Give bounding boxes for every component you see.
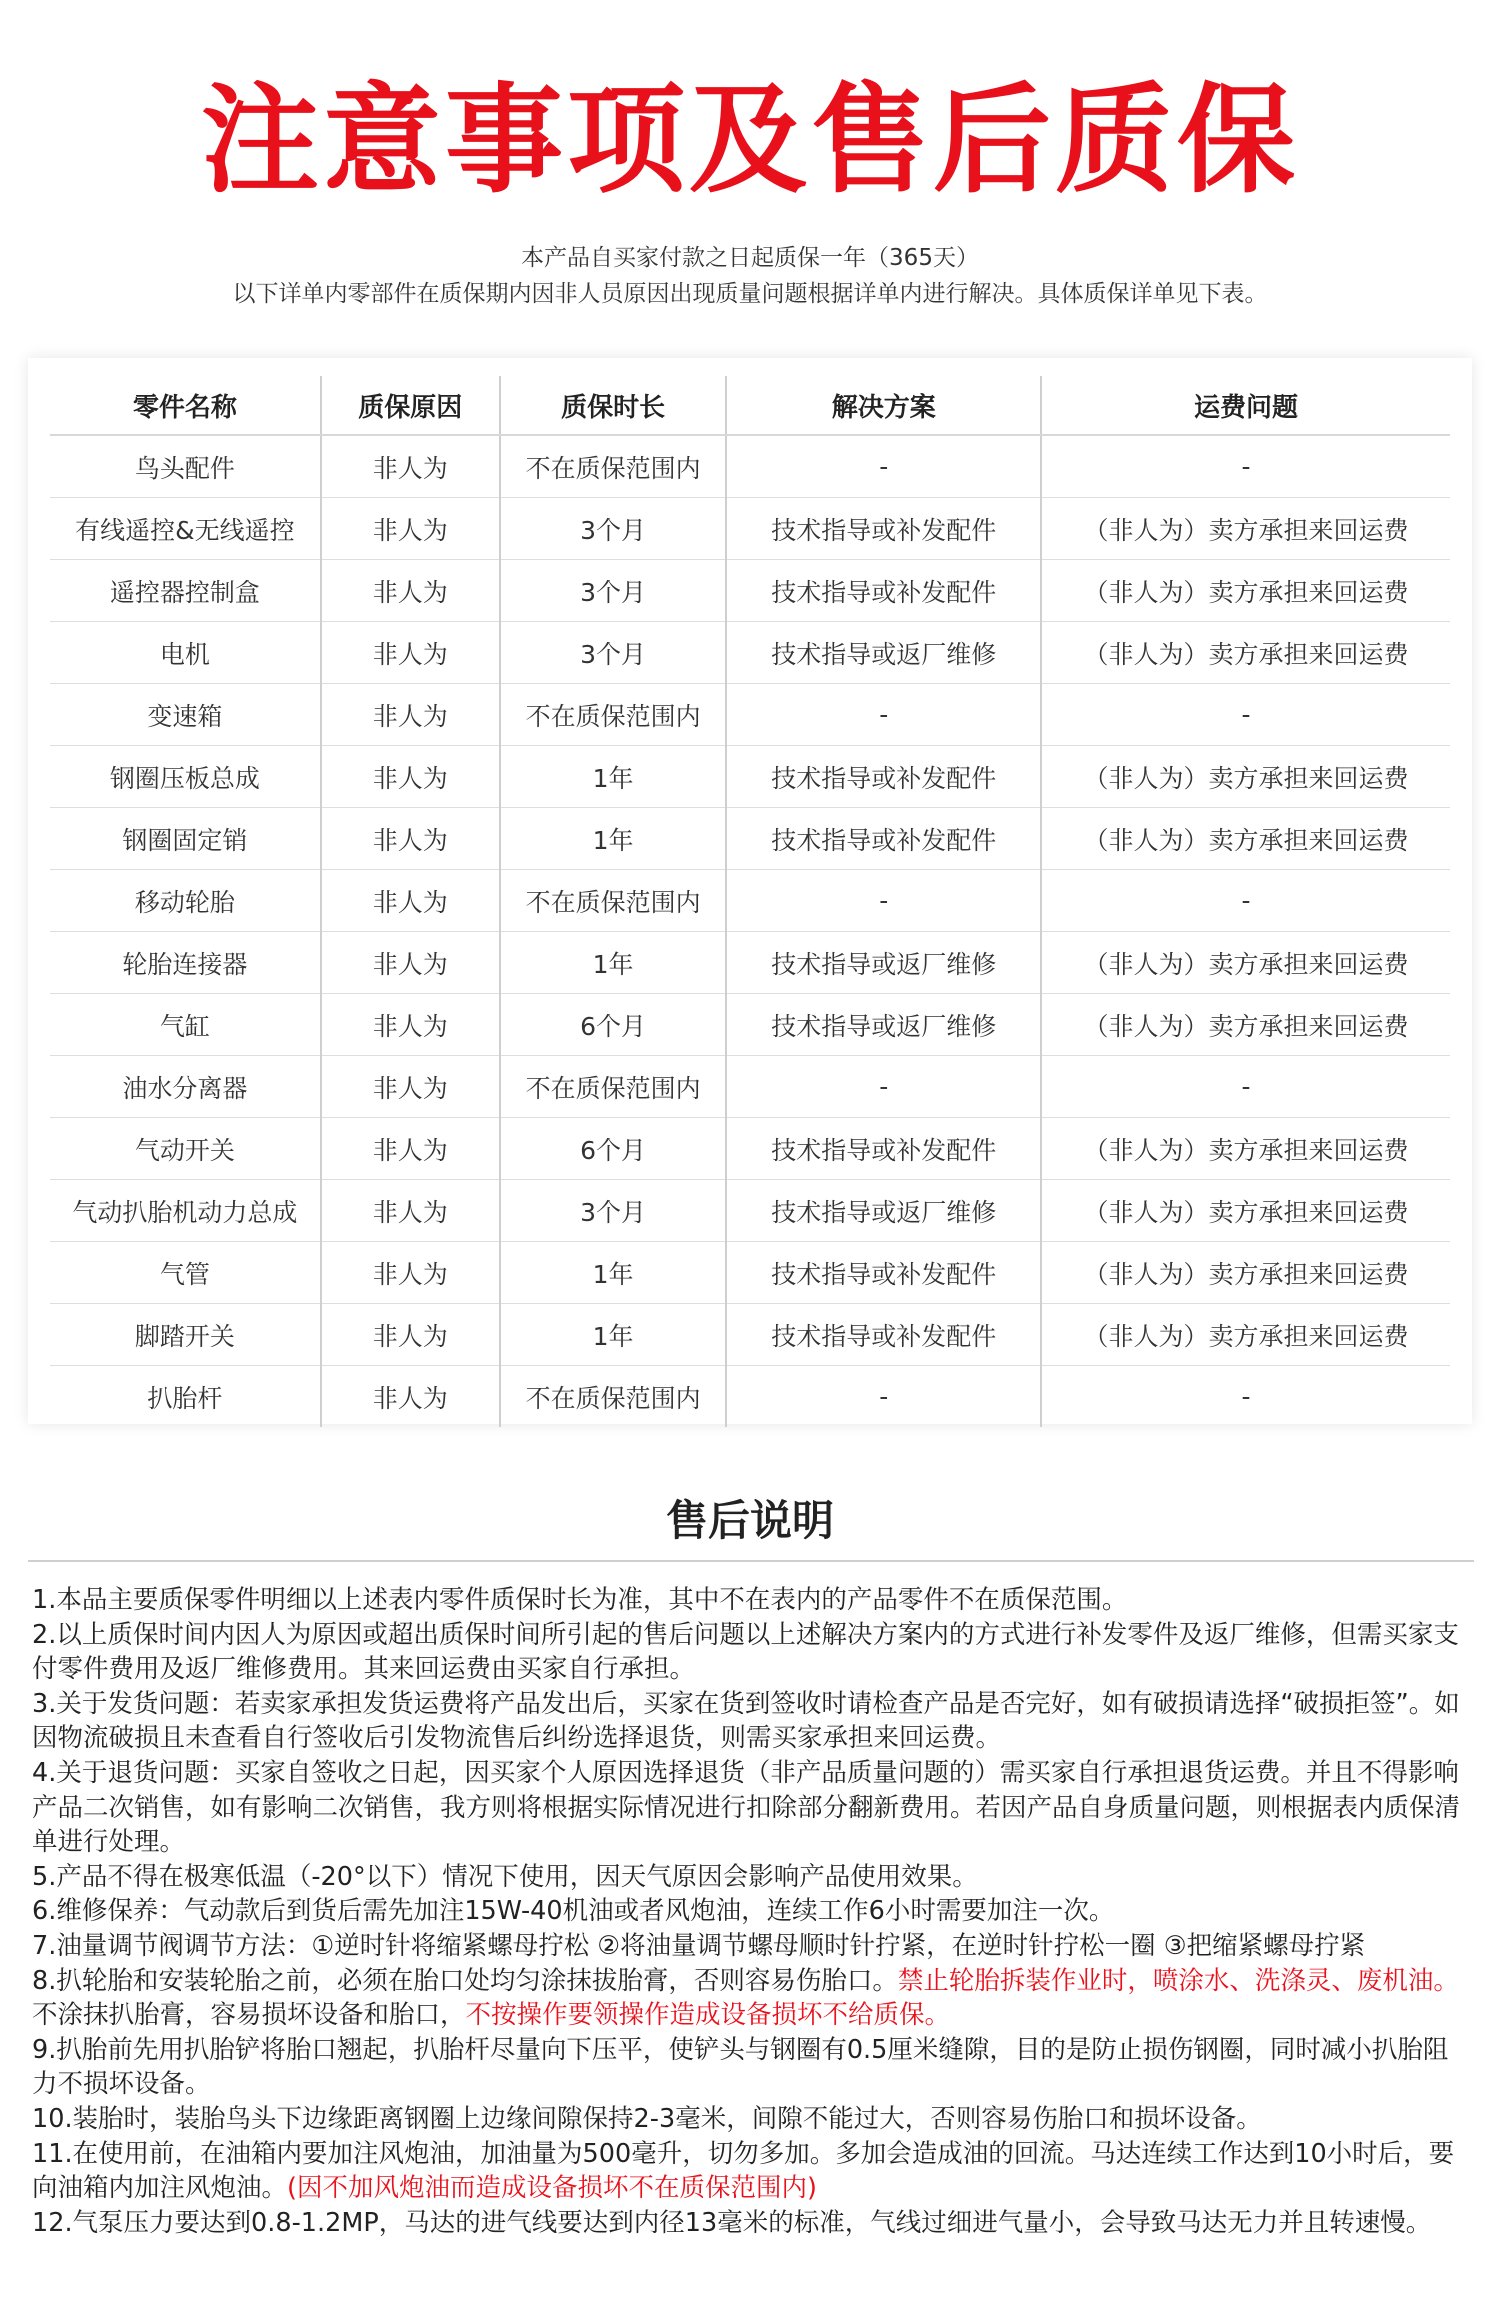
note-text: 4.关于退货问题：买家自签收之日起，因买家个人原因选择退货（非产品质量问题的）需买家自行承担退货运费。并且不得影响产品二次销售，如有影响二次销售，我方则将根据实际情况进行扣除部分翻新费用。若因产品自身质量问题，则根据表内质保清单进行处理。 — [32, 1757, 1461, 1858]
cell-warranty-reason: 非人为 — [321, 932, 500, 994]
cell-part-name: 脚踏开关 — [50, 1304, 321, 1366]
cell-warranty-reason: 非人为 — [321, 1118, 500, 1180]
cell-solution: 技术指导或补发配件 — [726, 808, 1041, 870]
cell-warranty-period: 1年 — [500, 1242, 727, 1304]
cell-shipping: - — [1041, 870, 1450, 932]
cell-part-name: 轮胎连接器 — [50, 932, 321, 994]
cell-warranty-period: 不在质保范围内 — [500, 435, 727, 498]
cell-shipping: （非人为）卖方承担来回运费 — [1041, 1304, 1450, 1366]
cell-warranty-period: 3个月 — [500, 622, 727, 684]
cell-warranty-period: 6个月 — [500, 1118, 727, 1180]
table-row — [50, 435, 1450, 498]
note-item — [32, 1756, 1472, 1860]
table-row — [50, 622, 1450, 684]
note-text: 1.本品主要质保零件明细以上述表内零件质保时长为准，其中不在表内的产品零件不在质保范围。 — [32, 1585, 1128, 1615]
header-warranty-reason: 质保原因 — [321, 376, 500, 435]
cell-shipping: （非人为）卖方承担来回运费 — [1041, 622, 1450, 684]
cell-warranty-period: 3个月 — [500, 560, 727, 622]
cell-shipping: （非人为）卖方承担来回运费 — [1041, 1180, 1450, 1242]
cell-shipping: - — [1041, 1366, 1450, 1428]
cell-warranty-period: 不在质保范围内 — [500, 1056, 727, 1118]
note-item — [32, 2033, 1472, 2102]
intro-line-1: 本产品自买家付款之日起质保一年（365天） — [521, 245, 979, 271]
cell-warranty-reason: 非人为 — [321, 1056, 500, 1118]
warranty-table — [50, 376, 1450, 1427]
cell-solution: 技术指导或返厂维修 — [726, 622, 1041, 684]
table-row — [50, 1242, 1450, 1304]
cell-part-name: 气动扒胎机动力总成 — [50, 1180, 321, 1242]
cell-shipping: （非人为）卖方承担来回运费 — [1041, 1242, 1450, 1304]
note-text: 6.维修保养：气动款后到货后需先加注15W-40机油或者风炮油，连续工作6小时需要加注一次。 — [32, 1896, 1115, 1927]
cell-part-name: 气管 — [50, 1242, 321, 1304]
table-row — [50, 1180, 1450, 1242]
cell-solution: - — [726, 1056, 1041, 1118]
cell-warranty-reason: 非人为 — [321, 684, 500, 746]
note-text: 8.扒轮胎和安装轮胎之前，必须在胎口处均匀涂抹拔胎膏，否则容易伤胎口。 — [32, 1965, 898, 1996]
note-text: 3.关于发货问题：若卖家承担发货运费将产品发出后，买家在货到签收时请检查产品是否完好，如有破损请选择“破损拒签”。如因物流破损且未查看自行签收后引发物流售后纠纷选择退货，则需买家承担来回运费。 — [32, 1688, 1460, 1754]
cell-part-name: 移动轮胎 — [50, 870, 321, 932]
table-row — [50, 1366, 1450, 1428]
cell-part-name: 气缸 — [50, 994, 321, 1056]
note-item — [32, 1964, 1472, 2033]
cell-shipping: - — [1041, 684, 1450, 746]
table-row — [50, 1118, 1450, 1180]
table-row — [50, 1056, 1450, 1118]
cell-part-name: 遥控器控制盒 — [50, 560, 321, 622]
table-header-row — [50, 376, 1450, 435]
cell-solution: 技术指导或补发配件 — [726, 1304, 1041, 1366]
note-item — [32, 1618, 1472, 1687]
cell-part-name: 气动开关 — [50, 1118, 321, 1180]
cell-warranty-period: 1年 — [500, 932, 727, 994]
cell-shipping: （非人为）卖方承担来回运费 — [1041, 994, 1450, 1056]
cell-warranty-period: 6个月 — [500, 994, 727, 1056]
note-warning-text: 不按操作要领操作造成设备损坏不给质保。 — [465, 2000, 951, 2031]
table-row — [50, 1304, 1450, 1366]
cell-part-name: 扒胎杆 — [147, 1383, 223, 1413]
cell-shipping: （非人为）卖方承担来回运费 — [1041, 808, 1450, 870]
note-item — [32, 2206, 1472, 2241]
cell-part-name: 油水分离器 — [50, 1056, 321, 1118]
cell-part-name: 变速箱 — [50, 684, 321, 746]
cell-shipping: - — [1041, 435, 1450, 498]
section-divider — [28, 1560, 1474, 1562]
cell-warranty-period: 不在质保范围内 — [500, 870, 727, 932]
note-text: 5.产品不得在极寒低温（-20°以下）情况下使用，因天气原因会影响产品使用效果。 — [32, 1861, 978, 1892]
table-row — [50, 808, 1450, 870]
warranty-table-card — [28, 358, 1472, 1424]
cell-warranty-period: 1年 — [500, 746, 727, 808]
note-item — [32, 1929, 1472, 1964]
page-title: 注意事项及售后质保 — [200, 71, 1299, 209]
intro — [0, 240, 1500, 312]
after-sales-title: 售后说明 — [665, 1496, 834, 1545]
note-text: 7.油量调节阀调节方法：①逆时针将缩紧螺母拧松 ②将油量调节螺母顺时针拧紧，在逆时针拧松一圈 ③把缩紧螺母拧紧 — [32, 1930, 1366, 1961]
cell-part-name: 钢圈压板总成 — [50, 746, 321, 808]
table-row — [50, 870, 1450, 932]
note-text: 10.装胎时，装胎鸟头下边缘距离钢圈上边缘间隙保持2-3毫米，间隙不能过大，否则容易伤胎口和损坏设备。 — [32, 2103, 1262, 2134]
cell-warranty-reason: 非人为 — [321, 994, 500, 1056]
cell-part-name: 鸟头配件 — [50, 435, 321, 498]
cell-warranty-reason: 非人为 — [321, 1366, 500, 1428]
note-item — [32, 1687, 1472, 1756]
note-warning-text: (因不加风炮油而造成设备损坏不在质保范围内) — [287, 2173, 817, 2204]
cell-warranty-reason: 非人为 — [321, 435, 500, 498]
note-item — [32, 2137, 1472, 2206]
header-part-name: 零件名称 — [50, 376, 321, 435]
cell-warranty-reason: 非人为 — [321, 560, 500, 622]
note-item — [32, 2102, 1472, 2137]
table-row — [50, 994, 1450, 1056]
cell-solution: 技术指导或返厂维修 — [726, 1180, 1041, 1242]
cell-shipping: （非人为）卖方承担来回运费 — [1041, 498, 1450, 560]
note-item — [32, 1894, 1472, 1929]
cell-part-name: 钢圈固定销 — [50, 808, 321, 870]
cell-solution: 技术指导或补发配件 — [726, 1118, 1041, 1180]
cell-part-name: 有线遥控&无线遥控 — [50, 498, 321, 560]
cell-warranty-reason: 非人为 — [321, 870, 500, 932]
cell-shipping: （非人为）卖方承担来回运费 — [1041, 1118, 1450, 1180]
intro-line-2: 以下详单内零部件在质保期内因非人员原因出现质量问题根据详单内进行解决。具体质保详单见下表。 — [232, 281, 1268, 307]
header-solution: 解决方案 — [726, 376, 1041, 435]
cell-solution: - — [726, 435, 1041, 498]
cell-warranty-reason: 非人为 — [321, 1304, 500, 1366]
cell-solution: 技术指导或补发配件 — [726, 1242, 1041, 1304]
cell-warranty-period: 不在质保范围内 — [500, 684, 727, 746]
cell-warranty-reason: 非人为 — [321, 746, 500, 808]
cell-shipping: （非人为）卖方承担来回运费 — [1041, 746, 1450, 808]
cell-warranty-reason: 非人为 — [321, 808, 500, 870]
note-item — [32, 1583, 1472, 1618]
cell-shipping: （非人为）卖方承担来回运费 — [1041, 560, 1450, 622]
cell-shipping: （非人为）卖方承担来回运费 — [1041, 932, 1450, 994]
cell-warranty-period: 3个月 — [500, 1180, 727, 1242]
note-item — [32, 1860, 1472, 1895]
note-text: 11.在使用前，在油箱内要加注风炮油，加油量为500毫升，切勿多加。多加会造成油的回流。马达连续工作达到10小时后，要向油箱内加注风炮油。 — [32, 2138, 1455, 2204]
cell-solution: 技术指导或返厂维修 — [726, 932, 1041, 994]
table-row — [50, 498, 1450, 560]
header-warranty-period: 质保时长 — [500, 376, 727, 435]
note-text: 2.以上质保时间内因人为原因或超出质保时间所引起的售后问题以上述解决方案内的方式进行补发零件及返厂维修，但需买家支付零件费用及返厂维修费用。其来回运费由买家自行承担。 — [32, 1619, 1459, 1685]
note-text: 9.扒胎前先用扒胎铲将胎口翘起，扒胎杆尽量向下压平，使铲头与钢圈有0.5厘米缝隙，目的是防止损伤钢圈，同时减小扒胎阻力不损坏设备。 — [32, 2034, 1449, 2100]
cell-warranty-period: 1年 — [500, 808, 727, 870]
note-text: 12.气泵压力要达到0.8-1.2MP，马达的进气线要达到内径13毫米的标准，气线过细进气量小，会导致马达无力并且转速慢。 — [32, 2207, 1432, 2238]
cell-warranty-reason: 非人为 — [321, 622, 500, 684]
cell-solution: - — [726, 684, 1041, 746]
cell-warranty-reason: 非人为 — [321, 498, 500, 560]
cell-warranty-period: 1年 — [500, 1304, 727, 1366]
table-row — [50, 560, 1450, 622]
note-text: 不涂抹扒胎膏，容易损坏设备和胎口， — [32, 2000, 466, 2031]
cell-solution: 技术指导或补发配件 — [726, 498, 1041, 560]
cell-warranty-period: 3个月 — [500, 498, 727, 560]
cell-warranty-reason: 非人为 — [321, 1180, 500, 1242]
cell-warranty-reason: 非人为 — [321, 1242, 500, 1304]
cell-solution: 技术指导或返厂维修 — [726, 994, 1041, 1056]
after-sales-notes — [32, 1583, 1472, 2240]
cell-part-name: 电机 — [50, 622, 321, 684]
cell-solution: - — [726, 870, 1041, 932]
note-warning-text: 禁止轮胎拆装作业时，喷涂水、洗涤灵、废机油。 — [897, 1965, 1459, 1996]
cell-solution: 技术指导或补发配件 — [726, 560, 1041, 622]
cell-solution: - — [726, 1366, 1041, 1428]
table-row — [50, 932, 1450, 994]
table-body — [50, 435, 1450, 1427]
table-row — [50, 746, 1450, 808]
cell-shipping: - — [1041, 1056, 1450, 1118]
cell-solution: 技术指导或补发配件 — [726, 746, 1041, 808]
cell-warranty-period: 不在质保范围内 — [500, 1366, 727, 1428]
header-shipping: 运费问题 — [1041, 376, 1450, 435]
table-row — [50, 684, 1450, 746]
